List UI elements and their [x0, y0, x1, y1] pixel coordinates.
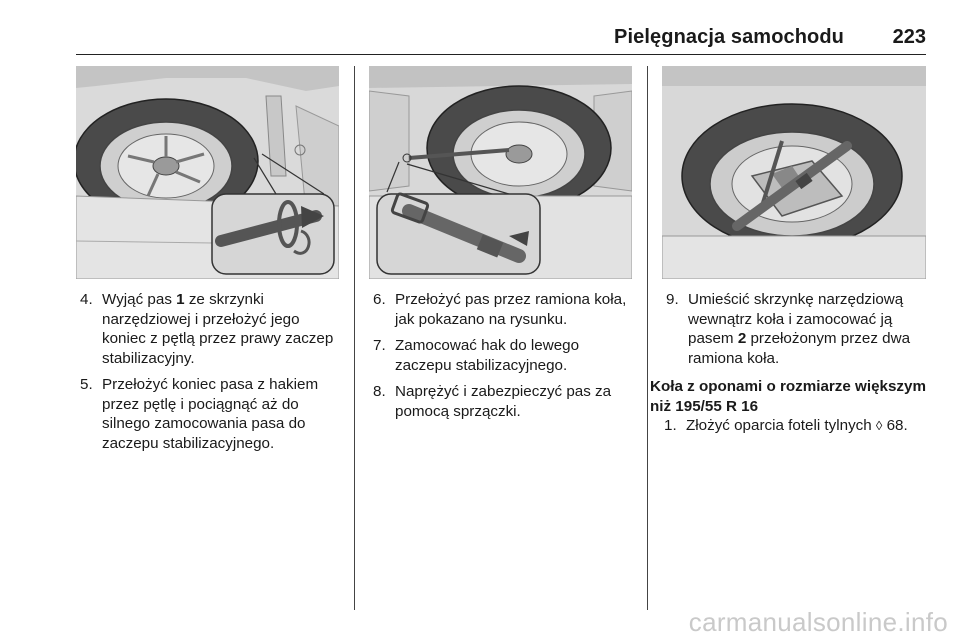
page-title: Pielęgnacja samochodu	[614, 26, 844, 48]
list-item	[80, 290, 342, 368]
watermark: carmanualsonline.info	[688, 607, 948, 637]
figure-spare-wheel-strap-2	[369, 66, 632, 279]
column-divider-1	[354, 66, 355, 610]
reference-number: 1	[176, 291, 185, 308]
step-text: Przełożyć koniec pasa z hakiem przez pętlę i pociągnąć aż do silnego zamocowania pasa do zaczepu stabilizacyjnego.	[102, 376, 319, 452]
step-text: Wyjąć pas	[102, 291, 177, 308]
step-number: 1.	[664, 417, 677, 434]
list-item	[80, 375, 342, 453]
step-number: 7.	[373, 337, 386, 354]
step-number: 4.	[80, 291, 93, 308]
step-number: 5.	[80, 376, 93, 393]
step-text: przełożonym przez dwa ramiona koła.	[688, 330, 911, 367]
step-number: 6.	[373, 291, 386, 308]
page-header	[76, 26, 926, 55]
reference-number: 2	[737, 330, 747, 347]
step-number: 9.	[666, 291, 679, 308]
page-number: 223	[892, 26, 926, 48]
step-text: Umieścić skrzynkę narzędziową wewnątrz koła i zamocować ją pasem	[688, 291, 904, 347]
figure-spare-wheel-strap-1	[76, 66, 339, 279]
column-2-text	[373, 290, 631, 428]
step-number: 8.	[373, 383, 386, 400]
page-reference-icon: ◊	[875, 418, 883, 433]
step-text: Zamocować hak do lewego zaczepu stabilizacyjnego.	[395, 337, 580, 374]
step-text: Złożyć oparcia foteli tylnych	[686, 417, 876, 434]
column-1-text	[80, 290, 342, 460]
column-3-text	[650, 290, 926, 443]
step-text: ze skrzynki narzędziowej i przełożyć jego koniec z pętlą przez prawy zaczep stabilizacyjny.	[102, 291, 334, 367]
column-divider-2	[647, 66, 648, 610]
list-item	[666, 290, 926, 368]
list-item	[373, 382, 631, 421]
section-subheading: Koła z oponami o rozmiarze większym niż 195/55 R 16	[650, 378, 926, 415]
list-item	[373, 336, 631, 375]
figure-toolbox-in-wheel	[662, 66, 926, 279]
steps-list-1	[80, 290, 342, 453]
page-reference-link[interactable]: 68.	[882, 417, 908, 434]
steps-list-2	[373, 290, 631, 421]
steps-list-3	[666, 290, 926, 368]
list-item	[664, 416, 926, 436]
steps-list-4	[664, 416, 926, 436]
step-text: Przełożyć pas przez ramiona koła, jak pokazano na rysunku.	[395, 291, 627, 328]
step-text: Naprężyć i zabezpieczyć pas za pomocą sprzączki.	[395, 383, 612, 420]
list-item	[373, 290, 631, 329]
